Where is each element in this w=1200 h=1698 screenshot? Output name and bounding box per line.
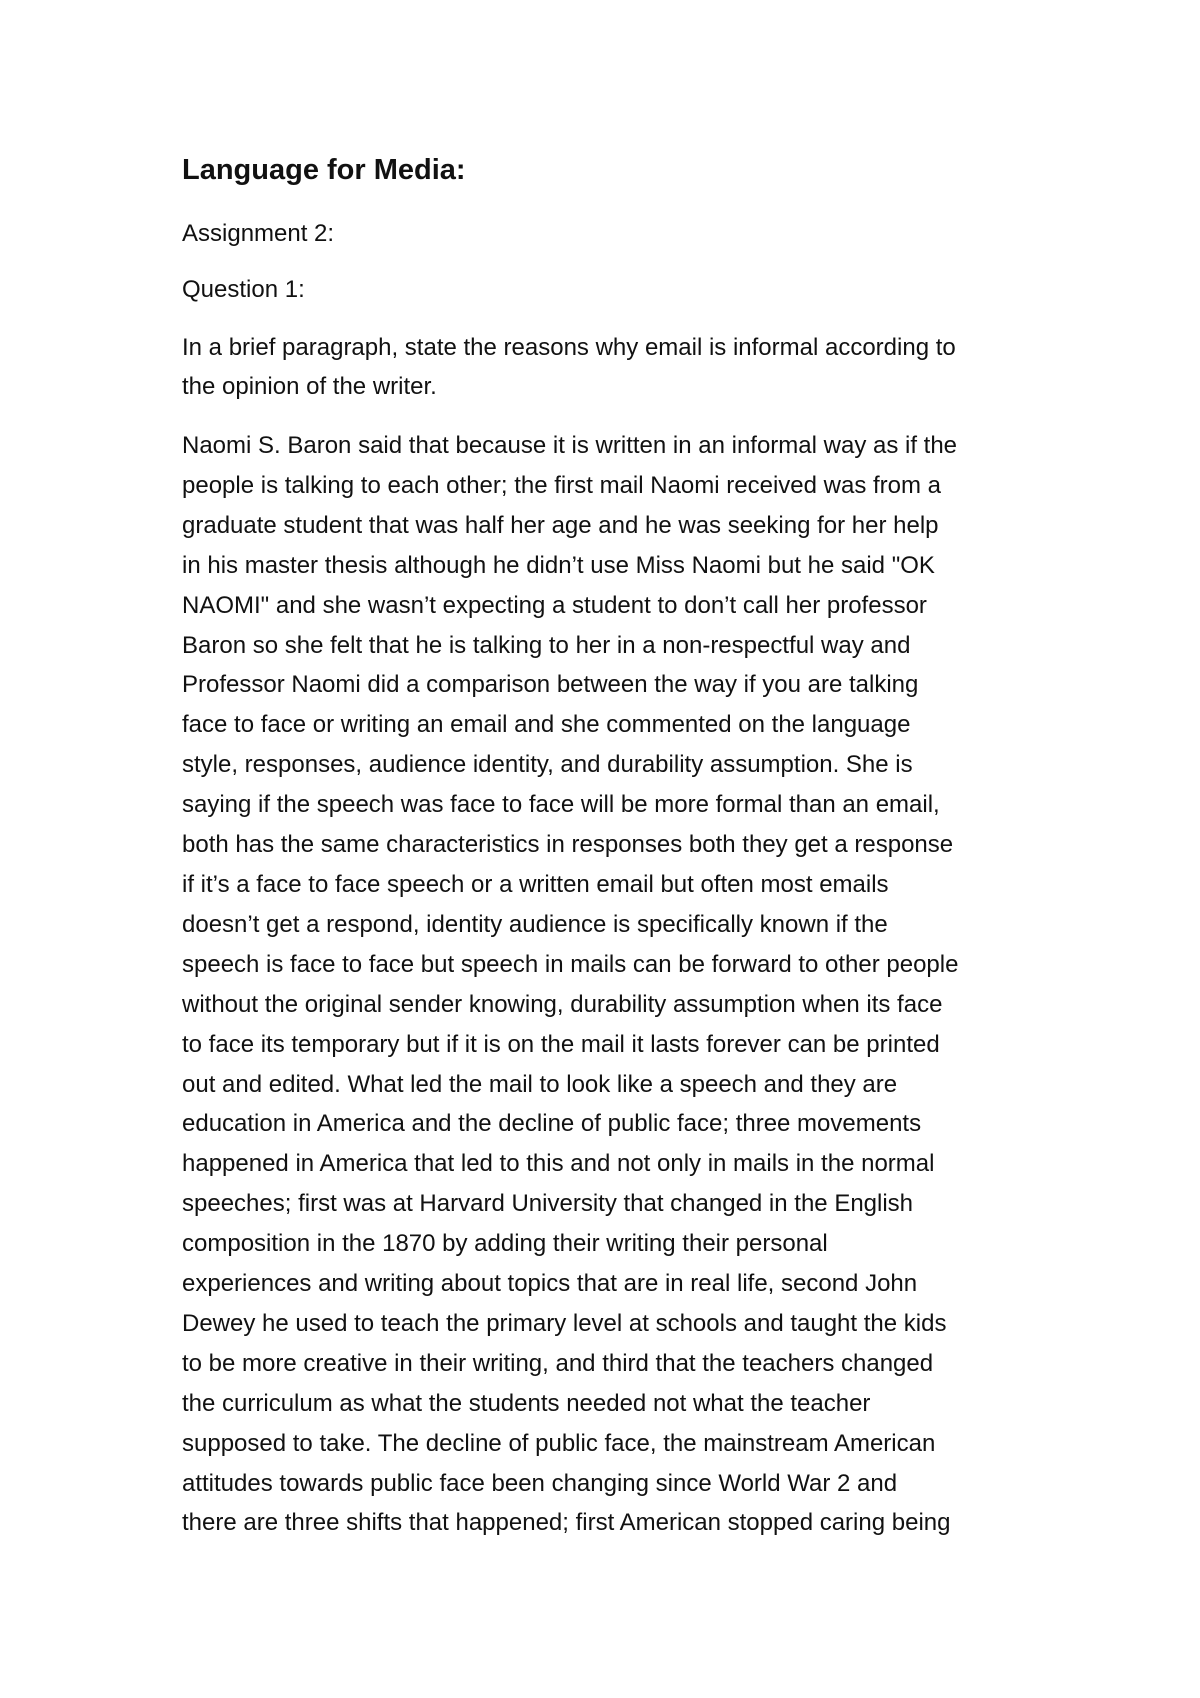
answer-line: speech is face to face but speech in mails can be forward to other people (182, 950, 959, 978)
question-line: the opinion of the writer. (182, 373, 437, 400)
answer-line: to be more creative in their writing, and third that the teachers changed (182, 1349, 934, 1377)
answer-line: both has the same characteristics in responses both they get a response (182, 831, 954, 859)
answer-line: Dewey he used to teach the primary level at schools and taught the kids (182, 1309, 947, 1337)
answer-line: supposed to take. The decline of public face, the mainstream American (182, 1429, 936, 1457)
answer-line: to face its temporary but if it is on the mail it lasts forever can be printed (182, 1030, 940, 1058)
answer-line: attitudes towards public face been changing since World War 2 and (182, 1469, 898, 1497)
answer-line: Professor Naomi did a comparison between the way if you are talking (182, 671, 919, 699)
answer-line: Naomi S. Baron said that because it is written in an informal way as if the (182, 432, 958, 459)
answer-line: saying if the speech was face to face will be more formal than an email, (182, 791, 940, 819)
answer-line: people is talking to each other; the first mail Naomi received was from a (182, 471, 942, 499)
answer-line: the curriculum as what the students needed not what the teacher (182, 1389, 871, 1417)
answer-line: face to face or writing an email and she commented on the language (182, 711, 911, 739)
question-line: In a brief paragraph, state the reasons why email is informal according to (182, 334, 956, 361)
answer-line: doesn’t get a respond, identity audience is specifically known if the (182, 910, 888, 938)
answer-line: in his master thesis although he didn’t use Miss Naomi but he said "OK (182, 551, 935, 579)
answer-line: experiences and writing about topics that are in real life, second John (182, 1270, 918, 1298)
document-title: Language for Media: (182, 154, 466, 186)
answer-line: graduate student that was half her age and he was seeking for her help (182, 511, 939, 539)
answer-line: style, responses, audience identity, and durability assumption. She is (182, 751, 913, 779)
answer-paragraph (182, 426, 1062, 1543)
answer-line: without the original sender knowing, durability assumption when its face (182, 990, 943, 1018)
document-content (182, 150, 1062, 1543)
question-text (182, 328, 1062, 406)
answer-line: education in America and the decline of public face; three movements (182, 1110, 922, 1138)
answer-line: composition in the 1870 by adding their writing their personal (182, 1230, 828, 1258)
answer-line: happened in America that led to this and not only in mails in the normal (182, 1150, 935, 1178)
answer-line: there are three shifts that happened; first American stopped caring being (182, 1509, 951, 1537)
answer-line: out and edited. What led the mail to look like a speech and they are (182, 1070, 898, 1098)
answer-line: if it’s a face to face speech or a written email but often most emails (182, 870, 889, 898)
answer-line: speeches; first was at Harvard University that changed in the English (182, 1190, 914, 1218)
answer-line: NAOMI" and she wasn’t expecting a student to don’t call her professor (182, 591, 927, 619)
answer-line: Baron so she felt that he is talking to her in a non-respectful way and (182, 631, 911, 659)
assignment-label: Assignment 2: (182, 220, 335, 247)
question-number: Question 1: (182, 276, 305, 303)
